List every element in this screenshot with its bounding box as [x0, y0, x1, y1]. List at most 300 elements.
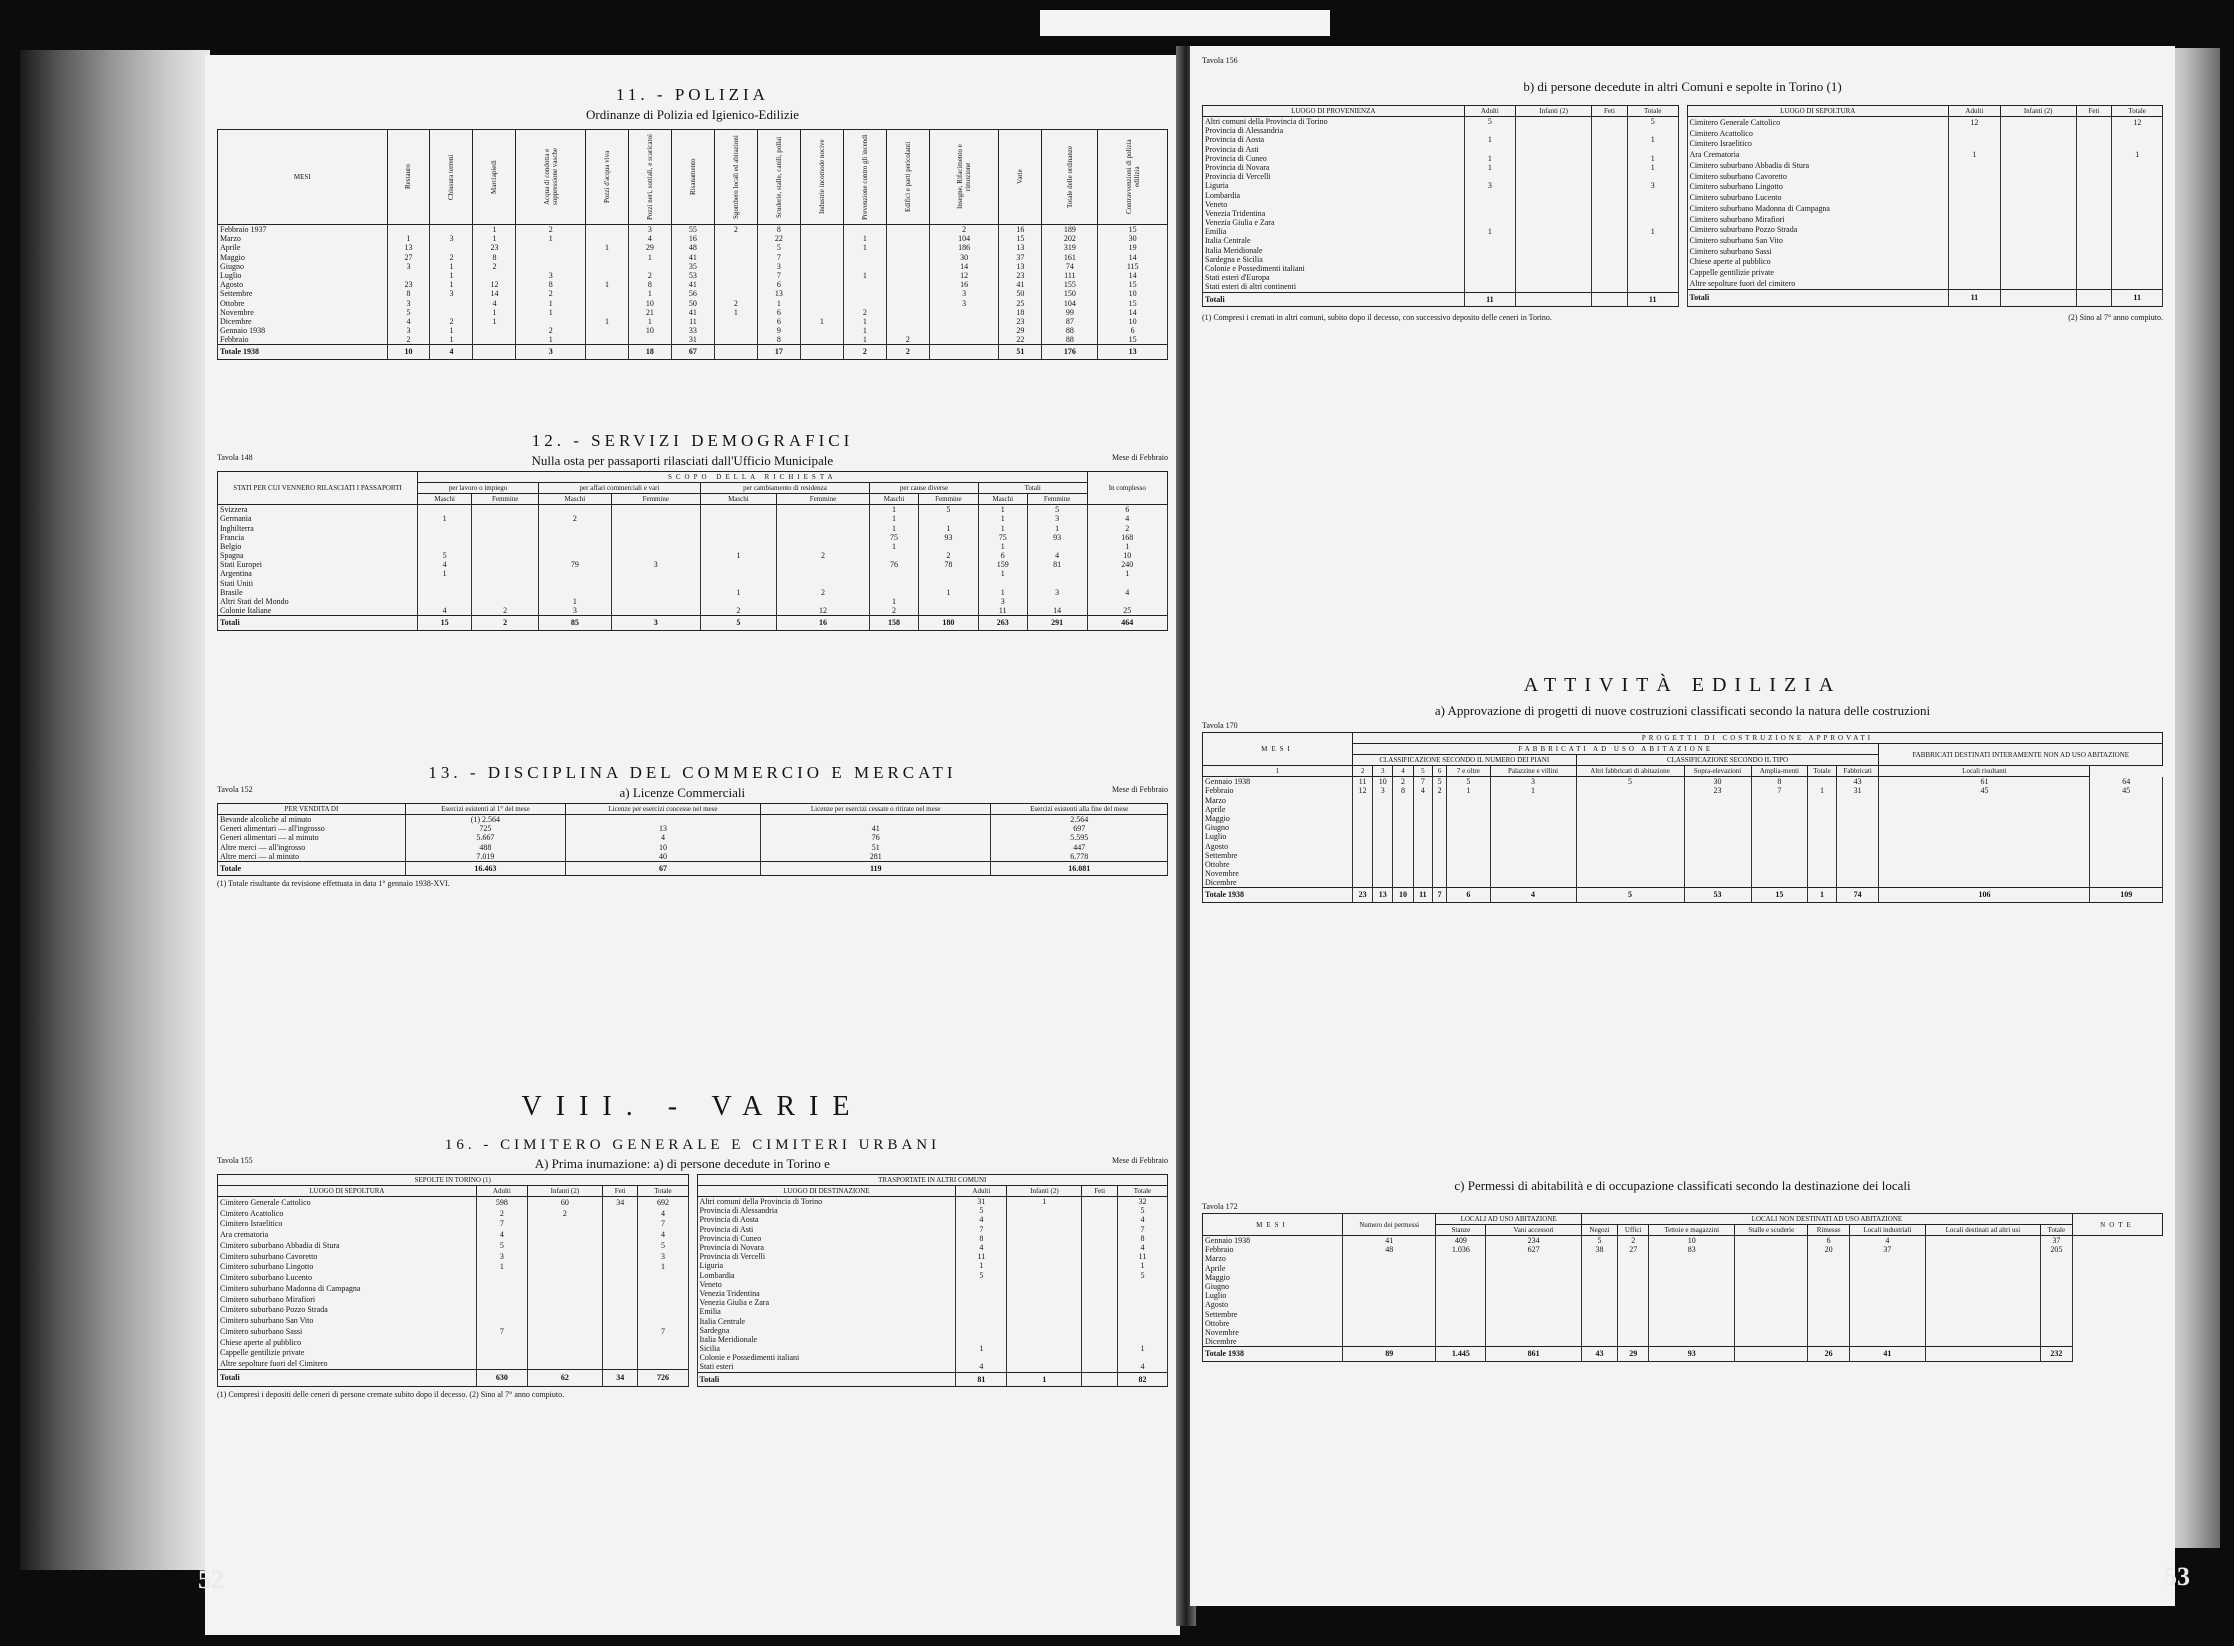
- data-cell: [585, 299, 628, 308]
- data-cell: [1464, 145, 1516, 154]
- data-cell: 13: [387, 243, 430, 252]
- data-cell: 16: [671, 234, 714, 243]
- row-label: Gennaio 1938: [1203, 777, 1353, 787]
- data-cell: 3: [476, 1251, 527, 1262]
- total-cell: 464: [1087, 616, 1167, 630]
- data-cell: 205: [2040, 1245, 2072, 1254]
- data-cell: [1879, 869, 2090, 878]
- data-cell: [1353, 805, 1373, 814]
- cimitero-trasportate-row: [697, 1243, 1168, 1252]
- data-cell: [1576, 796, 1684, 805]
- data-cell: [1117, 1280, 1167, 1289]
- commercio-col-header: Esercizi esistenti alla fine del mese: [991, 804, 1168, 815]
- polizia-col-header-cell: [628, 130, 671, 225]
- data-cell: [1949, 171, 2001, 182]
- abi-col-header: Negozi: [1581, 1225, 1617, 1236]
- data-cell: [1576, 786, 1684, 795]
- data-cell: 14: [473, 289, 516, 298]
- edilizia-row: [1203, 842, 2163, 851]
- data-cell: 19: [1098, 243, 1168, 252]
- polizia-header-row: [218, 130, 1168, 225]
- data-cell: 50: [999, 289, 1042, 298]
- data-cell: 319: [1042, 243, 1098, 252]
- data-cell: [1464, 282, 1516, 292]
- data-cell: 2: [430, 253, 473, 262]
- data-cell: [1592, 246, 1628, 255]
- data-cell: [1082, 1197, 1118, 1207]
- total-label: Totale: [218, 861, 406, 875]
- abitabilita-row: [1203, 1300, 2163, 1309]
- data-cell: [843, 253, 886, 262]
- data-cell: 13: [565, 824, 760, 833]
- polizia-row: [218, 225, 1168, 235]
- data-cell: 1: [918, 588, 978, 597]
- polizia-col-header: Pozzi neri, sottiali, e scaricatoi: [645, 134, 654, 220]
- data-cell: [1879, 832, 2090, 841]
- data-cell: 23: [999, 317, 1042, 326]
- edi-col-header: Locali risultanti: [1879, 766, 2090, 777]
- data-cell: 6: [978, 551, 1027, 560]
- data-cell: 1: [473, 225, 516, 235]
- data-cell: [602, 1251, 638, 1262]
- data-cell: 1: [714, 308, 757, 317]
- data-cell: [918, 569, 978, 578]
- polizia-subtitle: Ordinanze di Polizia ed Igienico-Edilizie: [586, 107, 799, 122]
- data-cell: 5: [1433, 777, 1447, 787]
- total-label: Totali: [218, 1370, 477, 1387]
- data-cell: [2112, 160, 2163, 171]
- data-cell: [1464, 209, 1516, 218]
- data-cell: [1117, 1289, 1167, 1298]
- cim-head-sepolte: SEPOLTE IN TORINO (1): [218, 1175, 689, 1186]
- data-cell: 1: [870, 505, 919, 515]
- data-cell: [418, 597, 472, 606]
- data-cell: [700, 533, 776, 542]
- data-cell: 18: [999, 308, 1042, 317]
- data-cell: [1007, 1353, 1082, 1362]
- data-cell: 3: [611, 560, 700, 569]
- data-cell: [1684, 823, 1751, 832]
- data-cell: 1: [473, 234, 516, 243]
- data-cell: [1949, 267, 2001, 278]
- row-label: Febbraio: [218, 335, 388, 345]
- data-cell: 11: [956, 1252, 1007, 1261]
- data-cell: [1949, 278, 2001, 289]
- data-cell: [527, 1326, 602, 1337]
- cim-left-head-col: Infanti (2): [527, 1186, 602, 1197]
- row-label: Altre merci — al minuto: [218, 852, 406, 862]
- data-cell: 3: [1627, 181, 1678, 190]
- data-cell: [1117, 1307, 1167, 1316]
- data-cell: [527, 1229, 602, 1240]
- edi-col-header: Palazzine e villini: [1490, 766, 1576, 777]
- data-cell: 186: [929, 243, 999, 252]
- data-cell: 15: [1098, 335, 1168, 345]
- data-cell: [2000, 149, 2076, 160]
- data-cell: 150: [1042, 289, 1098, 298]
- data-cell: 29: [999, 326, 1042, 335]
- demografici-row: [218, 579, 1168, 588]
- row-label: Chiese aperte al pubblico: [1687, 257, 1949, 268]
- cimitero-sepolte-row: [218, 1283, 689, 1294]
- data-cell: 10: [1098, 289, 1168, 298]
- data-cell: 4: [1117, 1215, 1167, 1224]
- data-cell: 21: [628, 308, 671, 317]
- data-cell: [2000, 278, 2076, 289]
- data-cell: [1082, 1335, 1118, 1344]
- total-cell: 2: [472, 616, 539, 630]
- demografici-row: [218, 569, 1168, 578]
- data-cell: [1735, 1300, 1808, 1309]
- edi-head-destinati: FABBRICATI DESTINATI INTERAMENTE NON AD USO ABITAZIONE: [1879, 744, 2163, 766]
- data-cell: 7: [757, 253, 800, 262]
- decedute-sepoltura-row: [1687, 278, 2163, 289]
- data-cell: [886, 234, 929, 243]
- cimitero-trasportate-row: [697, 1344, 1168, 1353]
- row-label: Cimitero Generale Cattolico: [1687, 117, 1949, 128]
- total-cell: 53: [1684, 888, 1751, 902]
- data-cell: [1516, 255, 1592, 264]
- commercio-header-row: [218, 804, 1168, 815]
- cim-left-head-col: Adulti: [476, 1186, 527, 1197]
- polizia-col-header-cell: [585, 130, 628, 225]
- data-cell: 1: [1949, 149, 2001, 160]
- data-cell: 75: [978, 533, 1027, 542]
- data-cell: 3: [430, 289, 473, 298]
- row-label: Altri comuni della Provincia di Torino: [697, 1197, 956, 1207]
- data-cell: 41: [671, 253, 714, 262]
- cimitero-trasportate-row: [697, 1289, 1168, 1298]
- data-cell: 12: [1949, 117, 2001, 128]
- data-cell: [1413, 869, 1433, 878]
- left-page: [205, 55, 1180, 1635]
- data-cell: [886, 262, 929, 271]
- data-cell: [1649, 1337, 1735, 1347]
- data-cell: [1464, 264, 1516, 273]
- data-cell: [638, 1347, 688, 1358]
- data-cell: [418, 579, 472, 588]
- row-label: Liguria: [1203, 181, 1465, 190]
- total-cell: 119: [761, 861, 991, 875]
- data-cell: [1373, 878, 1393, 888]
- polizia-col-header: Acqua di condotta e soppressione vasche: [542, 148, 559, 206]
- data-cell: [1516, 282, 1592, 292]
- right-page: [1190, 46, 2175, 1606]
- data-cell: [776, 505, 869, 515]
- data-cell: [1393, 823, 1413, 832]
- data-cell: [476, 1305, 527, 1316]
- polizia-col-header-cell: [886, 130, 929, 225]
- data-cell: [611, 514, 700, 523]
- data-cell: [1516, 264, 1592, 273]
- data-cell: 1: [843, 326, 886, 335]
- abitabilita-row: [1203, 1310, 2163, 1319]
- data-cell: [1486, 1291, 1582, 1300]
- data-cell: [1849, 1337, 1925, 1347]
- data-cell: [1373, 869, 1393, 878]
- data-cell: (1) 2.564: [405, 815, 565, 825]
- data-cell: [628, 262, 671, 271]
- data-cell: [956, 1289, 1007, 1298]
- demografici-row: [218, 588, 1168, 597]
- total-cell: [2076, 289, 2112, 306]
- data-cell: 11: [1117, 1252, 1167, 1261]
- row-label: Colonie e Possedimenti italiani: [1203, 264, 1465, 273]
- data-cell: [1735, 1337, 1808, 1347]
- data-cell: [1735, 1310, 1808, 1319]
- polizia-row: [218, 308, 1168, 317]
- data-cell: 1: [978, 588, 1027, 597]
- total-cell: 11: [2112, 289, 2163, 306]
- data-cell: [2040, 1310, 2072, 1319]
- data-cell: 409: [1436, 1236, 1486, 1246]
- data-cell: [1007, 1206, 1082, 1215]
- data-cell: 4: [1087, 514, 1167, 523]
- data-cell: [1949, 246, 2001, 257]
- data-cell: [1808, 832, 1837, 841]
- data-cell: [1436, 1264, 1486, 1273]
- total-cell: 15: [1751, 888, 1808, 902]
- decedute-provenienza-row: [1203, 246, 1679, 255]
- data-cell: [602, 1337, 638, 1348]
- data-cell: [2000, 182, 2076, 193]
- row-label: Febbraio: [1203, 1245, 1343, 1254]
- data-cell: [1627, 236, 1678, 245]
- data-cell: 447: [991, 843, 1168, 852]
- decedute-provenienza-row: [1203, 191, 1679, 200]
- edilizia-table: [1202, 732, 2163, 903]
- data-cell: [2000, 246, 2076, 257]
- data-cell: [1618, 1264, 1649, 1273]
- data-cell: [1082, 1317, 1118, 1326]
- data-cell: [2076, 192, 2112, 203]
- data-cell: [1486, 1282, 1582, 1291]
- data-cell: [1436, 1310, 1486, 1319]
- data-cell: [1413, 851, 1433, 860]
- data-cell: [800, 253, 843, 262]
- data-cell: 1.036: [1436, 1245, 1486, 1254]
- data-cell: [776, 569, 869, 578]
- data-cell: [1490, 805, 1576, 814]
- decedute-sepoltura-row: [1687, 214, 2163, 225]
- data-cell: 2: [776, 588, 869, 597]
- data-cell: [638, 1315, 688, 1326]
- data-cell: [800, 225, 843, 235]
- data-cell: [1592, 218, 1628, 227]
- data-cell: 8: [473, 253, 516, 262]
- data-cell: [2000, 267, 2076, 278]
- data-cell: 1: [516, 308, 586, 317]
- dec-right-head-col: Totale: [2112, 106, 2163, 117]
- data-cell: [1343, 1291, 1436, 1300]
- data-cell: 16: [999, 225, 1042, 235]
- data-cell: [1516, 218, 1592, 227]
- abitabilita-row: [1203, 1282, 2163, 1291]
- data-cell: [1836, 851, 1879, 860]
- data-cell: [843, 299, 886, 308]
- data-cell: [1592, 163, 1628, 172]
- cimitero-sepolte-row: [218, 1294, 689, 1305]
- data-cell: [1082, 1206, 1118, 1215]
- data-cell: 3: [1464, 181, 1516, 190]
- data-cell: [1926, 1337, 2041, 1347]
- data-cell: 240: [1087, 560, 1167, 569]
- data-cell: [2040, 1264, 2072, 1273]
- row-label: Italia Centrale: [1203, 236, 1465, 245]
- data-cell: [1592, 181, 1628, 190]
- data-cell: [1649, 1319, 1735, 1328]
- data-cell: [2090, 860, 2163, 869]
- data-cell: [611, 542, 700, 551]
- data-cell: [1027, 579, 1087, 588]
- dec-right-header-row: [1687, 106, 2163, 117]
- data-cell: 4: [956, 1362, 1007, 1372]
- data-cell: [1464, 172, 1516, 181]
- data-cell: [1581, 1282, 1617, 1291]
- data-cell: [1926, 1300, 2041, 1309]
- data-cell: [1849, 1300, 1925, 1309]
- row-label: Marzo: [1203, 1254, 1343, 1263]
- data-cell: [2000, 139, 2076, 150]
- decedute-provenienza-row: [1203, 154, 1679, 163]
- total-cell: [1735, 1347, 1808, 1361]
- data-cell: [776, 514, 869, 523]
- data-cell: [800, 262, 843, 271]
- row-label: Gennaio 1938: [218, 326, 388, 335]
- total-cell: [929, 345, 999, 359]
- data-cell: 23: [473, 243, 516, 252]
- data-cell: [1082, 1225, 1118, 1234]
- total-cell: [1516, 292, 1592, 306]
- data-cell: [1447, 860, 1490, 869]
- data-cell: [1808, 1291, 1849, 1300]
- data-cell: [886, 225, 929, 235]
- data-cell: [1433, 842, 1447, 851]
- polizia-col-header-cell: [999, 130, 1042, 225]
- data-cell: [1627, 191, 1678, 200]
- cimitero-sepolte-row: [218, 1197, 689, 1208]
- row-label: Ottobre: [218, 299, 388, 308]
- data-cell: [430, 308, 473, 317]
- decedute-provenienza-row: [1203, 126, 1679, 135]
- cimitero-note: (1) Compresi i depositi delle ceneri di persone cremate subito dopo il decesso. (2) Sino al 7° anno compiuto.: [217, 1389, 565, 1399]
- data-cell: [1027, 597, 1087, 606]
- data-cell: [418, 505, 472, 515]
- data-cell: [800, 326, 843, 335]
- data-cell: [1007, 1234, 1082, 1243]
- data-cell: [1592, 282, 1628, 292]
- polizia-title: 11. - POLIZIA: [616, 85, 769, 104]
- decedute-sepoltura-row: [1687, 139, 2163, 150]
- commercio-row: [218, 815, 1168, 825]
- total-cell: 85: [539, 616, 612, 630]
- data-cell: 2: [430, 317, 473, 326]
- data-cell: [473, 326, 516, 335]
- data-cell: [473, 271, 516, 280]
- data-cell: [1836, 878, 1879, 888]
- data-cell: [1117, 1298, 1167, 1307]
- data-cell: [1117, 1326, 1167, 1335]
- data-cell: [1879, 814, 2090, 823]
- total-cell: 23: [1353, 888, 1373, 902]
- row-label: Gennaio 1938: [1203, 1236, 1343, 1246]
- data-cell: [1413, 860, 1433, 869]
- row-label: Veneto: [1203, 200, 1465, 209]
- data-cell: [1082, 1261, 1118, 1270]
- polizia-col-header: Insegne, Rifacimento e rimozione: [956, 144, 973, 210]
- data-cell: 1: [473, 308, 516, 317]
- data-cell: 31: [956, 1197, 1007, 1207]
- total-cell: 291: [1027, 616, 1087, 630]
- data-cell: [1808, 814, 1837, 823]
- data-cell: [1486, 1310, 1582, 1319]
- cimitero-sepolte-row: [218, 1315, 689, 1326]
- abi-col-header: Locali industriali: [1849, 1225, 1925, 1236]
- total-cell: 18: [628, 345, 671, 359]
- polizia-col-header-cell: [843, 130, 886, 225]
- data-cell: [1735, 1264, 1808, 1273]
- commercio-note: (1) Totale risultante da revisione effettuata in data 1° gennaio 1938-XVI.: [217, 879, 450, 889]
- total-cell: 1: [1808, 888, 1837, 902]
- data-cell: [1618, 1319, 1649, 1328]
- data-cell: [714, 271, 757, 280]
- data-cell: [418, 588, 472, 597]
- data-cell: [800, 280, 843, 289]
- total-cell: 67: [671, 345, 714, 359]
- data-cell: [1649, 1282, 1735, 1291]
- abi-head-mesi: MESI: [1203, 1214, 1343, 1236]
- data-cell: 29: [628, 243, 671, 252]
- data-cell: 48: [1343, 1245, 1436, 1254]
- data-cell: [1007, 1280, 1082, 1289]
- total-cell: 10: [1393, 888, 1413, 902]
- data-cell: 2: [714, 299, 757, 308]
- decedute-sepoltura-row: [1687, 246, 2163, 257]
- edilizia-row: [1203, 878, 2163, 888]
- data-cell: [1007, 1225, 1082, 1234]
- data-cell: 488: [405, 843, 565, 852]
- row-label: Maggio: [1203, 814, 1353, 823]
- data-cell: [1516, 236, 1592, 245]
- data-cell: [1808, 869, 1837, 878]
- data-cell: [611, 597, 700, 606]
- data-cell: 20: [1808, 1245, 1849, 1254]
- data-cell: [527, 1272, 602, 1283]
- data-cell: 1: [1027, 524, 1087, 533]
- data-cell: [1592, 154, 1628, 163]
- polizia-col-header: Totale delle ordinanze: [1065, 145, 1074, 209]
- data-cell: [527, 1283, 602, 1294]
- decedute-note-1: (1) Compresi i cremati in altri comuni, subito dopo il decesso, con successivo deposito delle ceneri in Torino.: [1202, 312, 1552, 322]
- data-cell: [2090, 805, 2163, 814]
- data-cell: [516, 243, 586, 252]
- data-cell: [1490, 814, 1576, 823]
- data-cell: [956, 1280, 1007, 1289]
- data-cell: [1373, 805, 1393, 814]
- row-label: Altre sepolture fuori del Cimitero: [218, 1358, 477, 1369]
- data-cell: [1433, 805, 1447, 814]
- decedute-sepoltura-row: [1687, 235, 2163, 246]
- data-cell: 2: [918, 551, 978, 560]
- data-cell: 4: [565, 833, 760, 842]
- data-cell: [527, 1262, 602, 1273]
- data-cell: [2076, 139, 2112, 150]
- data-cell: [1447, 805, 1490, 814]
- dec-right-head-luogo: LUOGO DI SEPOLTURA: [1687, 106, 1949, 117]
- data-cell: [714, 335, 757, 345]
- data-cell: [1447, 878, 1490, 888]
- data-cell: [1007, 1261, 1082, 1270]
